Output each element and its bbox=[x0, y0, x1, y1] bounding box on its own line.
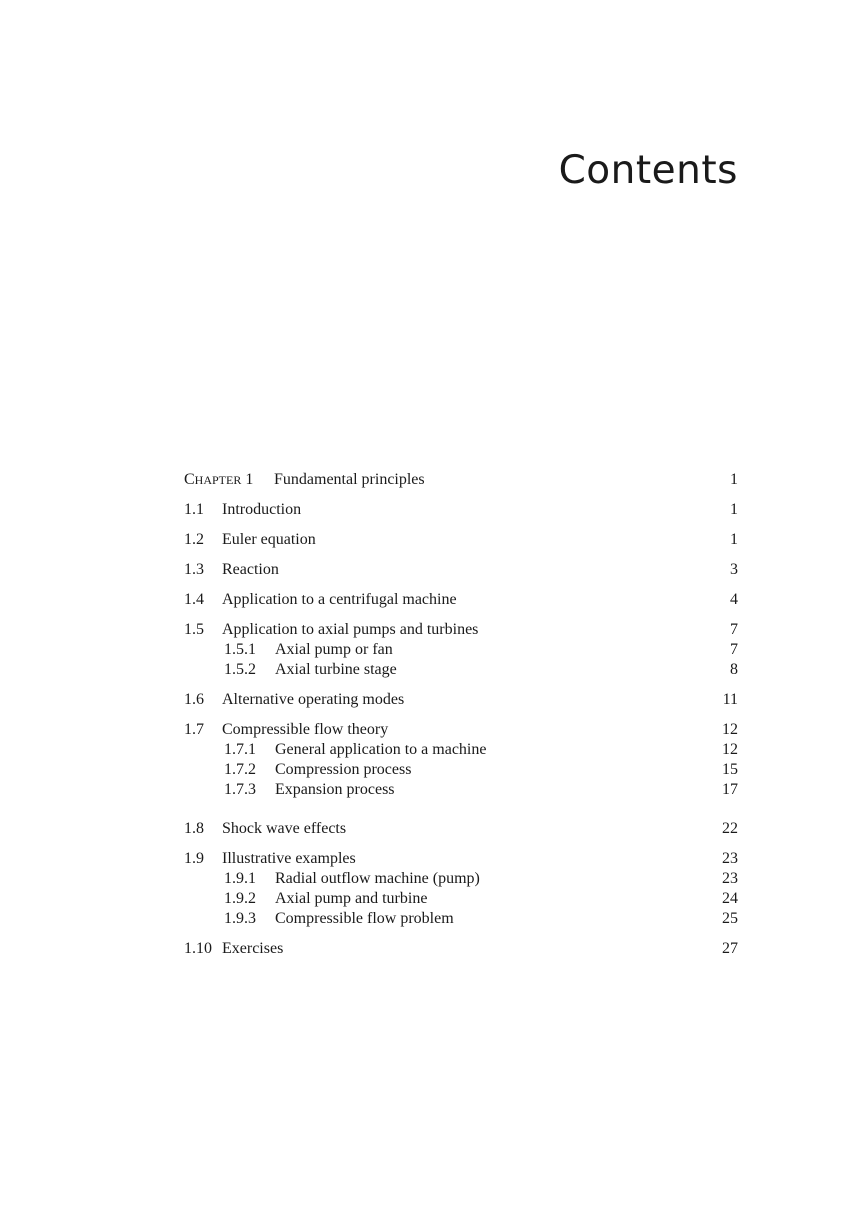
section-number: 1.5.2 bbox=[224, 661, 256, 678]
page-number: 12 bbox=[722, 721, 738, 738]
section-number: 1.9.1 bbox=[224, 870, 256, 887]
toc-subsection[interactable] bbox=[184, 889, 738, 909]
chapter-label: CHAPTER 1 bbox=[184, 471, 254, 488]
section-title: Radial outflow machine (pump) bbox=[275, 870, 480, 887]
table-of-contents bbox=[184, 470, 738, 959]
section-number: 1.9.2 bbox=[224, 890, 256, 907]
section-title: Compression process bbox=[275, 761, 412, 778]
section-title: General application to a machine bbox=[275, 741, 487, 758]
toc-section[interactable] bbox=[184, 530, 738, 550]
section-title: Application to axial pumps and turbines bbox=[222, 621, 479, 638]
page-number: 11 bbox=[722, 691, 738, 708]
section-title: Axial pump or fan bbox=[275, 641, 393, 658]
toc-subsection[interactable] bbox=[184, 640, 738, 660]
page-number: 3 bbox=[730, 561, 738, 578]
section-number: 1.10 bbox=[184, 940, 212, 957]
section-number: 1.4 bbox=[184, 591, 204, 608]
page-number: 1 bbox=[730, 501, 738, 518]
toc-subsection[interactable] bbox=[184, 740, 738, 760]
section-number: 1.6 bbox=[184, 691, 204, 708]
toc-subsection[interactable] bbox=[184, 660, 738, 680]
page-title: Contents bbox=[558, 148, 738, 193]
section-number: 1.9.3 bbox=[224, 910, 256, 927]
section-title: Shock wave effects bbox=[222, 820, 347, 837]
toc-subsection[interactable] bbox=[184, 760, 738, 780]
page-number: 24 bbox=[722, 890, 738, 907]
section-number: 1.8 bbox=[184, 820, 204, 837]
page-number: 23 bbox=[722, 870, 738, 887]
toc-section[interactable] bbox=[184, 690, 738, 710]
page-number: 4 bbox=[730, 591, 738, 608]
page-number: 17 bbox=[722, 781, 738, 798]
section-title: Application to a centrifugal machine bbox=[222, 591, 457, 608]
section-number: 1.9 bbox=[184, 850, 204, 867]
section-title: Compressible flow theory bbox=[222, 721, 389, 738]
chapter-page-number: 1 bbox=[730, 471, 738, 488]
toc-subsection[interactable] bbox=[184, 780, 738, 800]
section-number: 1.7.3 bbox=[224, 781, 256, 798]
section-number: 1.5 bbox=[184, 621, 204, 638]
section-title: Exercises bbox=[222, 940, 284, 957]
chapter-heading[interactable] bbox=[184, 470, 738, 490]
toc-section[interactable] bbox=[184, 939, 738, 959]
toc-section[interactable] bbox=[184, 620, 738, 640]
toc-section[interactable] bbox=[184, 849, 738, 869]
chapter-title: Fundamental principles bbox=[274, 471, 425, 488]
page-number: 25 bbox=[722, 910, 738, 927]
section-number: 1.7 bbox=[184, 721, 204, 738]
page-number: 7 bbox=[730, 621, 738, 638]
section-title: Alternative operating modes bbox=[222, 691, 405, 708]
toc-subsection[interactable] bbox=[184, 909, 738, 929]
section-number: 1.3 bbox=[184, 561, 204, 578]
section-title: Expansion process bbox=[275, 781, 395, 798]
toc-entries bbox=[184, 500, 738, 959]
section-number: 1.5.1 bbox=[224, 641, 256, 658]
page-number: 1 bbox=[730, 531, 738, 548]
page-number: 7 bbox=[730, 641, 738, 658]
page-number: 8 bbox=[730, 661, 738, 678]
toc-section[interactable] bbox=[184, 720, 738, 740]
section-number: 1.1 bbox=[184, 501, 204, 518]
page-number: 23 bbox=[722, 850, 738, 867]
section-number: 1.2 bbox=[184, 531, 204, 548]
page-number: 22 bbox=[722, 820, 738, 837]
page-number: 27 bbox=[722, 940, 738, 957]
toc-section[interactable] bbox=[184, 500, 738, 520]
toc-subsection[interactable] bbox=[184, 869, 738, 889]
page-number: 15 bbox=[722, 761, 738, 778]
section-number: 1.7.1 bbox=[224, 741, 256, 758]
section-title: Axial pump and turbine bbox=[275, 890, 428, 907]
page-number: 12 bbox=[722, 741, 738, 758]
section-title: Introduction bbox=[222, 501, 302, 518]
toc-section[interactable] bbox=[184, 560, 738, 580]
section-title: Illustrative examples bbox=[222, 850, 356, 867]
toc-section[interactable] bbox=[184, 590, 738, 610]
toc-section[interactable] bbox=[184, 819, 738, 839]
section-title: Axial turbine stage bbox=[275, 661, 397, 678]
section-title: Reaction bbox=[222, 561, 279, 578]
section-title: Compressible flow problem bbox=[275, 910, 454, 927]
section-title: Euler equation bbox=[222, 531, 316, 548]
section-number: 1.7.2 bbox=[224, 761, 256, 778]
